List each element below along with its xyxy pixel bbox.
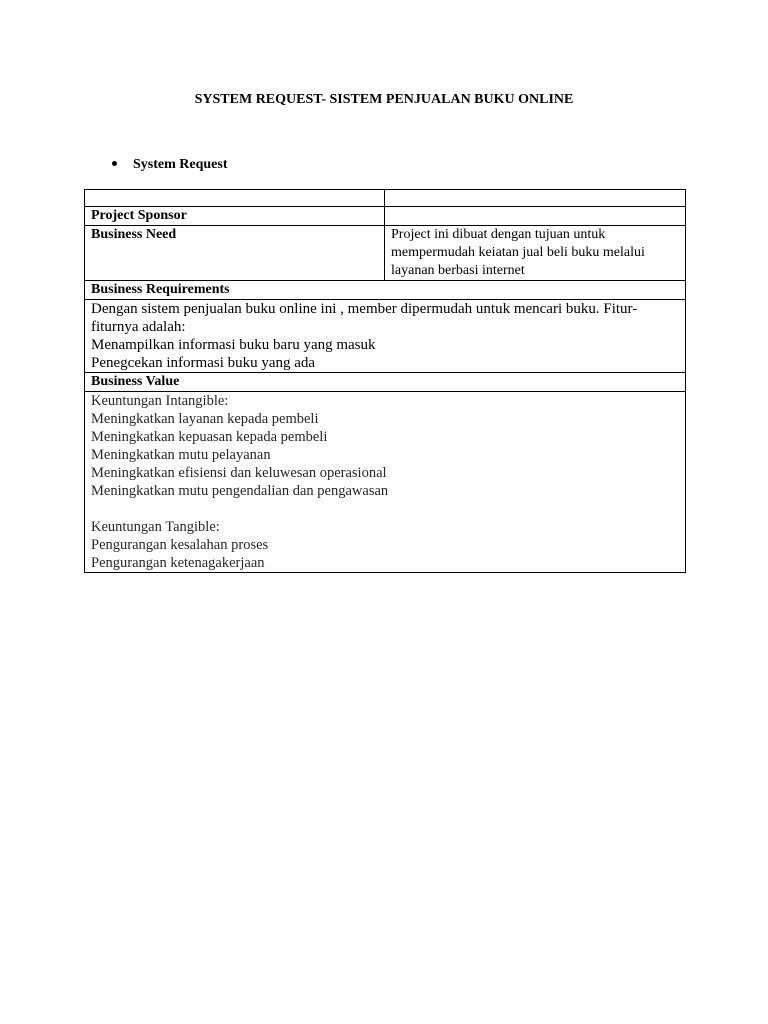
empty-cell-right	[385, 190, 686, 207]
business-requirements-text	[85, 300, 686, 373]
project-sponsor-value	[385, 207, 686, 226]
intangible-item: Meningkatkan efisiensi dan keluwesan operasional	[91, 465, 387, 481]
requirements-line: Menampilkan informasi buku baru yang masuk	[91, 337, 376, 353]
business-value-header-row	[85, 373, 686, 392]
empty-cell-left	[85, 190, 385, 207]
business-value-label: Business Value	[85, 373, 686, 392]
intangible-item: Meningkatkan mutu pelayanan	[91, 447, 271, 463]
business-requirements-label: Business Requirements	[85, 281, 686, 300]
requirements-line: Penegcekan informasi buku yang ada	[91, 355, 316, 371]
intangible-title: Keuntungan Intangible:	[91, 393, 229, 409]
intangible-item: Meningkatkan kepuasan kepada pembeli	[91, 429, 328, 445]
business-requirements-body-row	[85, 300, 686, 373]
business-requirements-header-row	[85, 281, 686, 300]
bullet-label: System Request	[133, 157, 228, 172]
business-value-body-row	[85, 392, 686, 573]
tangible-item: Pengurangan kesalahan proses	[91, 537, 269, 553]
business-value-text	[85, 392, 686, 573]
business-need-row	[85, 226, 686, 281]
intangible-item: Meningkatkan mutu pengendalian dan pengawasan	[91, 483, 389, 499]
requirements-line: Dengan sistem penjualan buku online ini , member dipermudah untuk mencari buku. Fitur-fiturnya adalah:	[91, 301, 638, 335]
project-sponsor-label: Project Sponsor	[85, 207, 385, 226]
paragraph-spacer	[91, 500, 679, 518]
section-bullet	[112, 157, 228, 173]
tangible-item: Pengurangan ketenagakerjaan	[91, 555, 265, 571]
table-header-row	[85, 190, 686, 207]
business-need-value: Project ini dibuat dengan tujuan untuk mempermudah keiatan jual beli buku melalui layanan berbasi internet	[385, 226, 686, 281]
business-need-label: Business Need	[85, 226, 385, 281]
system-request-table	[84, 189, 686, 573]
project-sponsor-row	[85, 207, 686, 226]
bullet-dot-icon	[112, 161, 117, 166]
intangible-item: Meningkatkan layanan kepada pembeli	[91, 411, 319, 427]
tangible-title: Keuntungan Tangible:	[91, 519, 220, 535]
document-title: SYSTEM REQUEST- SISTEM PENJUALAN BUKU ONLINE	[194, 92, 574, 107]
